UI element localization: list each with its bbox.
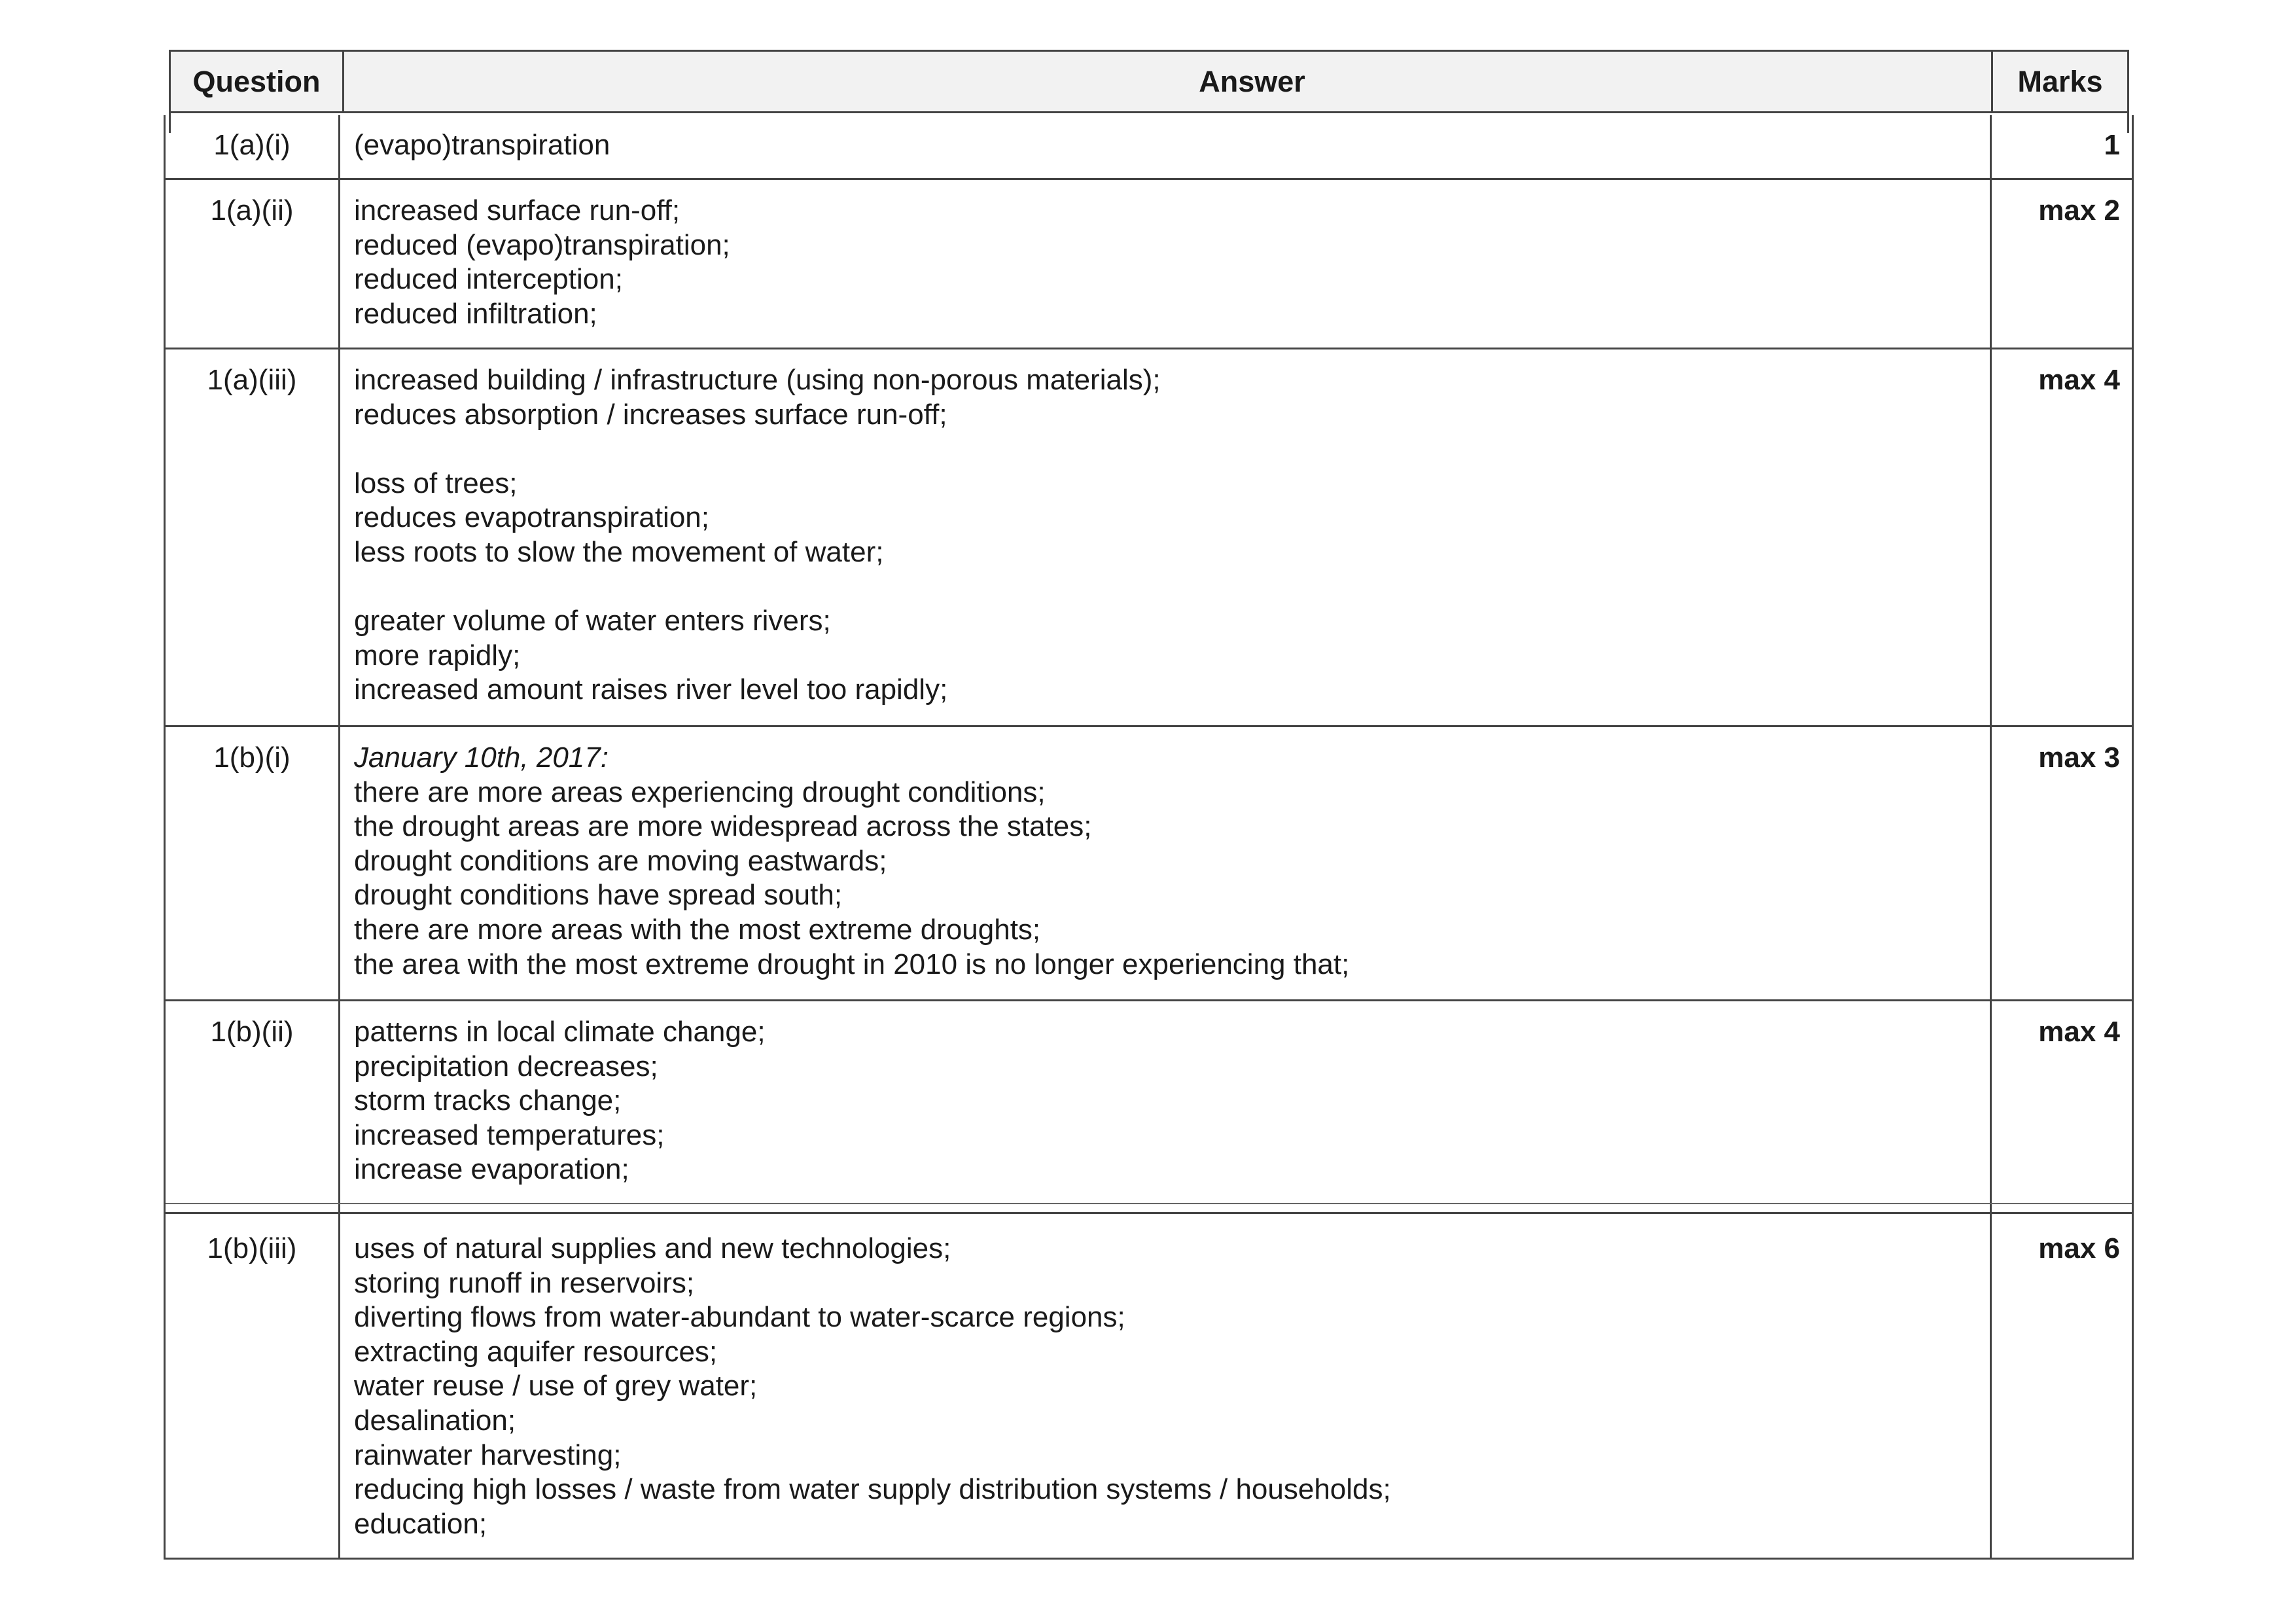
answer-text: [354, 194, 1990, 331]
answer-line: [354, 432, 1990, 467]
answer-line: water reuse / use of grey water;: [354, 1370, 758, 1403]
answer-line: increased surface run-off;: [354, 194, 680, 226]
answer-line: desalination;: [354, 1404, 516, 1437]
answer-line: more rapidly;: [354, 639, 521, 671]
marks-value: max 4: [2038, 364, 2120, 396]
answer-line: diverting flows from water-abundant to water-scarce regions;: [354, 1301, 1125, 1334]
answer-line: (evapo)transpiration: [354, 129, 610, 161]
answer-line: increased temperatures;: [354, 1118, 665, 1151]
table-header: [169, 50, 2129, 113]
row-divider: [166, 1212, 2132, 1214]
answer-line: reducing high losses / waste from water supply distribution systems / households;: [354, 1473, 1391, 1506]
answer-line: the area with the most extreme drought in 2010 is no longer experiencing that;: [354, 948, 1350, 980]
question-number: 1(b)(ii): [210, 1016, 294, 1048]
answer-line: greater volume of water enters rivers;: [354, 605, 831, 637]
answer-line-date: January 10th, 2017:: [354, 741, 609, 774]
question-number: 1(b)(iii): [207, 1232, 297, 1264]
marks-value: 1: [2104, 129, 2120, 161]
answer-line: extracting aquifer resources;: [354, 1335, 718, 1368]
answer-line: precipitation decreases;: [354, 1050, 658, 1082]
answer-text: [354, 363, 1990, 707]
answer-line: storm tracks change;: [354, 1084, 622, 1117]
row-divider: [166, 348, 2132, 349]
answer-line: reduced (evapo)transpiration;: [354, 228, 730, 261]
answer-line: reduces absorption / increases surface run-off;: [354, 398, 947, 431]
header-answer: Answer: [1199, 64, 1305, 98]
answer-line: storing runoff in reservoirs;: [354, 1266, 695, 1299]
row-divider: [166, 1203, 2132, 1204]
answer-line: rainwater harvesting;: [354, 1438, 622, 1471]
answer-line: increased building / infrastructure (using non-porous materials);: [354, 364, 1161, 396]
marks-value: max 6: [2038, 1232, 2120, 1264]
answer-line: reduces evapotranspiration;: [354, 501, 709, 534]
answer-line: reduced infiltration;: [354, 297, 597, 330]
answer-line: drought conditions are moving eastwards;: [354, 844, 887, 877]
row-divider: [166, 725, 2132, 727]
answer-line: the drought areas are more widespread across the states;: [354, 810, 1092, 843]
answer-text: [354, 128, 1990, 163]
answer-text: [354, 1232, 1990, 1541]
header-marks: Marks: [2017, 64, 2103, 98]
column-divider: [338, 115, 340, 1558]
answer-line: [354, 570, 1990, 605]
answer-line: increase evaporation;: [354, 1153, 629, 1186]
mark-scheme-table: [164, 115, 2134, 1560]
answer-line: there are more areas experiencing drought conditions;: [354, 776, 1046, 808]
answer-line: uses of natural supplies and new technologies;: [354, 1232, 951, 1264]
header-question: Question: [192, 64, 321, 98]
answer-text: [354, 1015, 1990, 1187]
question-number: 1(a)(iii): [207, 364, 297, 396]
answer-line: education;: [354, 1507, 487, 1540]
marks-value: max 3: [2038, 741, 2120, 774]
question-number: 1(a)(ii): [210, 194, 294, 226]
marks-value: max 4: [2038, 1016, 2120, 1048]
question-number: 1(b)(i): [213, 741, 291, 774]
answer-line: there are more areas with the most extreme droughts;: [354, 913, 1041, 946]
question-number: 1(a)(i): [213, 129, 291, 161]
row-divider: [166, 999, 2132, 1001]
answer-line: patterns in local climate change;: [354, 1016, 766, 1048]
answer-line: drought conditions have spread south;: [354, 879, 843, 912]
row-divider: [166, 178, 2132, 180]
column-divider: [1990, 115, 1992, 1558]
answer-line: reduced interception;: [354, 263, 623, 296]
answer-line: increased amount raises river level too rapidly;: [354, 673, 948, 706]
answer-line: less roots to slow the movement of water;: [354, 535, 884, 568]
marks-value: max 2: [2038, 194, 2120, 226]
answer-line: loss of trees;: [354, 467, 518, 499]
answer-text: [354, 741, 1990, 982]
